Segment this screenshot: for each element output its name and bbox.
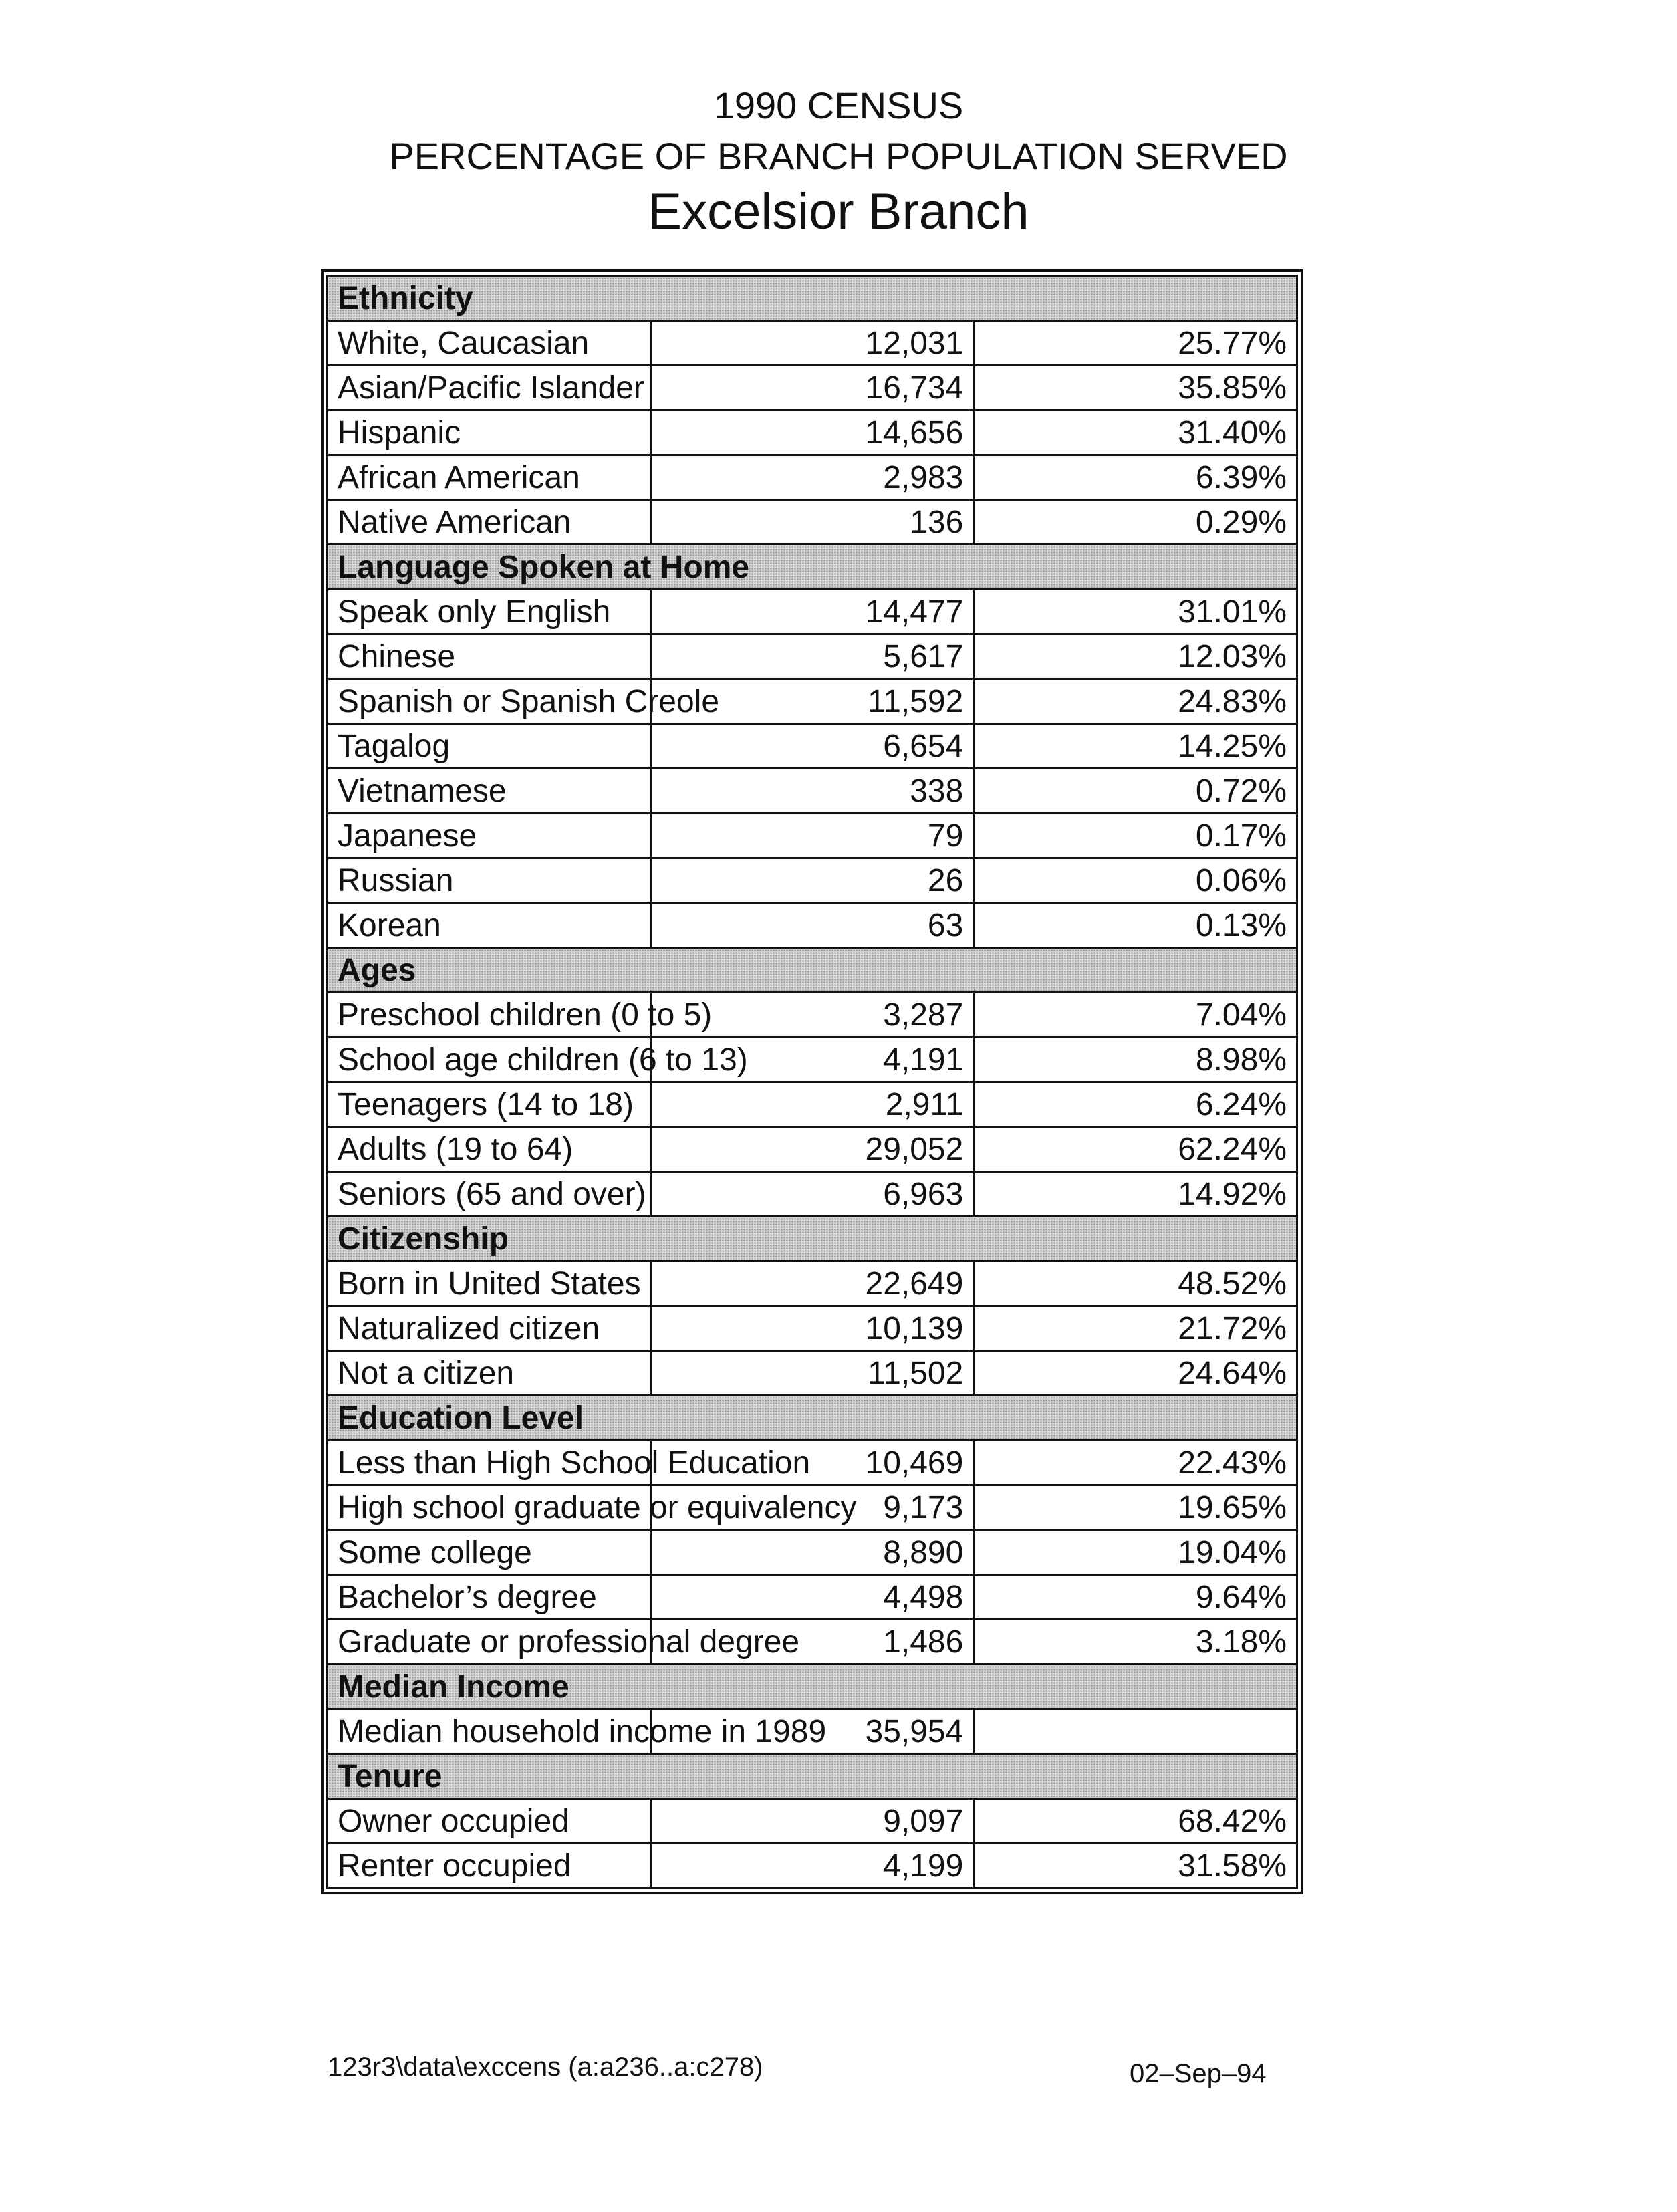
row-label: Japanese	[328, 814, 651, 858]
row-count: 2,911	[650, 1082, 974, 1127]
row-count: 136	[650, 500, 974, 545]
table-row	[328, 679, 1297, 724]
branch-name: Excelsior Branch	[648, 183, 1029, 240]
row-percentage: 35.85%	[974, 366, 1297, 410]
row-count: 63	[650, 903, 974, 948]
row-label: Seniors (65 and over)	[328, 1172, 651, 1217]
row-percentage: 3.18%	[974, 1620, 1297, 1665]
row-percentage: 9.64%	[974, 1575, 1297, 1620]
table-row	[328, 321, 1297, 366]
row-label: Born in United States	[328, 1261, 651, 1306]
table-row	[328, 769, 1297, 814]
row-label: Bachelor’s degree	[328, 1575, 651, 1620]
row-count: 10,469	[650, 1441, 974, 1485]
row-label: Owner occupied	[328, 1799, 651, 1844]
table-row	[328, 410, 1297, 455]
row-label: Median household income in 1989	[328, 1709, 651, 1754]
row-label: Korean	[328, 903, 651, 948]
row-count: 6,654	[650, 724, 974, 769]
table-row	[328, 1261, 1297, 1306]
section-title: Education Level	[328, 1396, 1297, 1441]
table-row	[328, 1799, 1297, 1844]
row-percentage: 19.65%	[974, 1485, 1297, 1530]
row-count: 10,139	[650, 1306, 974, 1351]
section-header-row	[328, 276, 1297, 321]
row-count: 11,592	[650, 679, 974, 724]
row-label: Some college	[328, 1530, 651, 1575]
row-count: 11,502	[650, 1351, 974, 1396]
report-title: PERCENTAGE OF BRANCH POPULATION SERVED	[389, 135, 1288, 177]
row-percentage: 25.77%	[974, 321, 1297, 366]
section-header-row	[328, 1217, 1297, 1261]
row-percentage: 31.40%	[974, 410, 1297, 455]
row-percentage: 14.92%	[974, 1172, 1297, 1217]
row-count: 9,173	[650, 1485, 974, 1530]
row-count: 4,199	[650, 1844, 974, 1888]
table-row	[328, 366, 1297, 410]
section-header-row	[328, 1665, 1297, 1709]
row-percentage: 6.24%	[974, 1082, 1297, 1127]
row-count: 1,486	[650, 1620, 974, 1665]
file-path: 123r3\data\exccens (a:a236..a:c278)	[328, 2052, 763, 2082]
section-title: Citizenship	[328, 1217, 1297, 1261]
section-title: Ethnicity	[328, 276, 1297, 321]
row-label: Chinese	[328, 634, 651, 679]
row-percentage: 31.01%	[974, 590, 1297, 634]
row-count: 79	[650, 814, 974, 858]
table-row	[328, 993, 1297, 1037]
row-percentage: 21.72%	[974, 1306, 1297, 1351]
row-percentage: 31.58%	[974, 1844, 1297, 1888]
table-row	[328, 724, 1297, 769]
table-row	[328, 1127, 1297, 1172]
table-row	[328, 1575, 1297, 1620]
row-percentage: 6.39%	[974, 455, 1297, 500]
row-count: 26	[650, 858, 974, 903]
table-row	[328, 590, 1297, 634]
row-count: 16,734	[650, 366, 974, 410]
table-row	[328, 903, 1297, 948]
row-percentage: 14.25%	[974, 724, 1297, 769]
print-date: 02–Sep–94	[1130, 2059, 1267, 2088]
row-percentage: 7.04%	[974, 993, 1297, 1037]
row-count: 338	[650, 769, 974, 814]
row-label: Hispanic	[328, 410, 651, 455]
row-percentage: 48.52%	[974, 1261, 1297, 1306]
row-percentage: 24.83%	[974, 679, 1297, 724]
section-title: Ages	[328, 948, 1297, 993]
row-percentage: 12.03%	[974, 634, 1297, 679]
table-row	[328, 1441, 1297, 1485]
row-label: Russian	[328, 858, 651, 903]
row-label: Speak only English	[328, 590, 651, 634]
row-percentage: 0.13%	[974, 903, 1297, 948]
census-title: 1990 CENSUS	[713, 84, 964, 126]
section-header-row	[328, 948, 1297, 993]
row-count: 35,954	[650, 1709, 974, 1754]
row-label: High school graduate or equivalency	[328, 1485, 651, 1530]
table-row	[328, 1485, 1297, 1530]
row-label: African American	[328, 455, 651, 500]
section-header-row	[328, 1396, 1297, 1441]
row-label: Native American	[328, 500, 651, 545]
row-count: 2,983	[650, 455, 974, 500]
table-row	[328, 634, 1297, 679]
table-row	[328, 455, 1297, 500]
table-row	[328, 1037, 1297, 1082]
row-label: Asian/Pacific Islander	[328, 366, 651, 410]
row-count: 12,031	[650, 321, 974, 366]
table-row	[328, 1844, 1297, 1888]
row-count: 14,656	[650, 410, 974, 455]
row-label: Tagalog	[328, 724, 651, 769]
section-title: Language Spoken at Home	[328, 545, 1297, 590]
row-count: 4,191	[650, 1037, 974, 1082]
row-percentage: 19.04%	[974, 1530, 1297, 1575]
table-row	[328, 814, 1297, 858]
table-row	[328, 500, 1297, 545]
row-label: Preschool children (0 to 5)	[328, 993, 651, 1037]
table-row	[328, 1530, 1297, 1575]
row-label: Graduate or professional degree	[328, 1620, 651, 1665]
row-label: Adults (19 to 64)	[328, 1127, 651, 1172]
row-label: Teenagers (14 to 18)	[328, 1082, 651, 1127]
table-row	[328, 858, 1297, 903]
row-label: Naturalized citizen	[328, 1306, 651, 1351]
table-row	[328, 1709, 1297, 1754]
document-header	[0, 80, 1677, 242]
row-percentage	[974, 1709, 1297, 1754]
row-label: School age children (6 to 13)	[328, 1037, 651, 1082]
row-count: 3,287	[650, 993, 974, 1037]
row-count: 29,052	[650, 1127, 974, 1172]
row-count: 4,498	[650, 1575, 974, 1620]
row-count: 8,890	[650, 1530, 974, 1575]
row-count: 14,477	[650, 590, 974, 634]
table-row	[328, 1172, 1297, 1217]
row-label: Vietnamese	[328, 769, 651, 814]
section-header-row	[328, 1754, 1297, 1799]
row-label: Renter occupied	[328, 1844, 651, 1888]
section-title: Tenure	[328, 1754, 1297, 1799]
table-row	[328, 1620, 1297, 1665]
row-percentage: 0.06%	[974, 858, 1297, 903]
census-table-grid	[326, 275, 1298, 1889]
row-label: Less than High School Education	[328, 1441, 651, 1485]
section-title: Median Income	[328, 1665, 1297, 1709]
row-percentage: 62.24%	[974, 1127, 1297, 1172]
row-count: 5,617	[650, 634, 974, 679]
table-row	[328, 1306, 1297, 1351]
row-percentage: 8.98%	[974, 1037, 1297, 1082]
row-count: 9,097	[650, 1799, 974, 1844]
row-percentage: 0.29%	[974, 500, 1297, 545]
table-row	[328, 1082, 1297, 1127]
row-label: Spanish or Spanish Creole	[328, 679, 651, 724]
row-label: Not a citizen	[328, 1351, 651, 1396]
section-header-row	[328, 545, 1297, 590]
row-percentage: 0.72%	[974, 769, 1297, 814]
census-table	[321, 269, 1303, 1894]
row-percentage: 0.17%	[974, 814, 1297, 858]
table-row	[328, 1351, 1297, 1396]
row-percentage: 24.64%	[974, 1351, 1297, 1396]
row-count: 6,963	[650, 1172, 974, 1217]
row-percentage: 22.43%	[974, 1441, 1297, 1485]
row-percentage: 68.42%	[974, 1799, 1297, 1844]
row-label: White, Caucasian	[328, 321, 651, 366]
row-count: 22,649	[650, 1261, 974, 1306]
census-table-body	[328, 276, 1297, 1888]
